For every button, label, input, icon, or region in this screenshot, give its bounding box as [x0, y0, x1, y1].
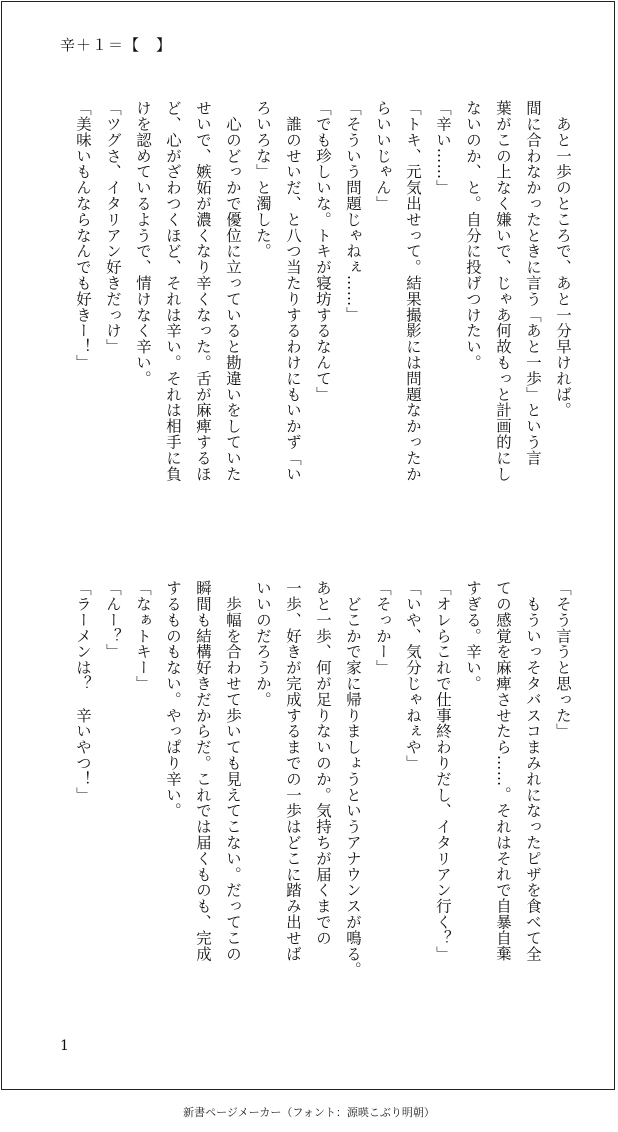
text-line: 誰のせいだ、と八つ当たりするわけにもいかず「い — [284, 100, 302, 482]
text-line: 歩幅を合わせて歩いても見えてこない。だってこの — [224, 580, 242, 962]
footer-credit: 新書ページメーカー（フォント：源暎こぶり明朝） — [183, 1106, 435, 1119]
text-line: 「そう言うと思った」 — [554, 580, 572, 739]
text-line: するものもない。やっぱり辛い。 — [164, 580, 182, 819]
text-line: あと一歩、何が足りないのか。気持ちが届くまでの — [314, 580, 332, 946]
text-line: ての感覚を麻痺させたら……。それはそれで自暴自棄 — [494, 580, 512, 962]
text-line: ど、心がざわつくほど、それは辛い。それは相手に負 — [164, 100, 182, 482]
text-line: けを認めているようで、情けなく辛い。 — [134, 100, 152, 387]
text-line: ないのか、と。自分に投げつけたい。 — [464, 100, 482, 371]
text-line: 「いや、気分じゃねぇや」 — [404, 580, 422, 771]
text-line: 心のどっかで優位に立っていると勘違いをしていた — [224, 100, 242, 482]
text-line: 「そっかー」 — [374, 580, 392, 676]
text-line: 瞬間も結構好きだからだ。これでは届くものも、完成 — [194, 580, 212, 962]
text-line: あと一歩のところで、あと一分早ければ。 — [554, 100, 572, 418]
text-line: 「ラーメンは？ 辛いやつ！」 — [74, 580, 92, 803]
page-number: 1 — [60, 1038, 69, 1054]
text-line: 「オレらこれで仕事終わりだし、イタリアン行く？」 — [434, 580, 452, 962]
text-line: 「んー？」 — [104, 580, 122, 660]
text-line: ろいろな」と濁した。 — [254, 100, 272, 259]
text-line: 一歩、好きが完成するまでの一歩はどこに踏み出せば — [284, 580, 302, 962]
page-title: 辛＋１＝【 】 — [60, 36, 173, 54]
text-line: 「トキ、元気出せって。結果撮影には問題なかったか — [404, 100, 422, 482]
text-line: 「そういう問題じゃねぇ……」 — [344, 100, 362, 323]
text-line: 「ツグさ、イタリアン好きだっけ」 — [104, 100, 122, 355]
text-line: 間に合わなかったときに言う「あと一歩」という言 — [524, 100, 542, 466]
text-line: 「でも珍しいな。トキが寝坊するなんて」 — [314, 100, 332, 403]
text-line: 葉がこの上なく嫌いで、じゃあ何故もっと計画的にし — [494, 100, 512, 482]
text-line: もういっそタバスコまみれになったピザを食べて全 — [524, 580, 542, 962]
text-line: すぎる。辛い。 — [464, 580, 482, 692]
upper-text-section — [38, 100, 578, 520]
text-line: 「辛い……」 — [434, 100, 452, 196]
text-line: 「美味いもんならなんでも好きー！」 — [74, 100, 92, 371]
lower-text-section — [38, 580, 578, 1010]
text-line: せいで、嫉妬が濃くなり辛くなった。舌が麻痺するほ — [194, 100, 212, 482]
text-line: どこかで家に帰りましょうというアナウンスが鳴る。 — [344, 580, 362, 978]
text-line: いいのだろうか。 — [254, 580, 272, 708]
text-line: 「なぁトキー」 — [134, 580, 152, 692]
text-line: らいいじゃん」 — [374, 100, 392, 212]
